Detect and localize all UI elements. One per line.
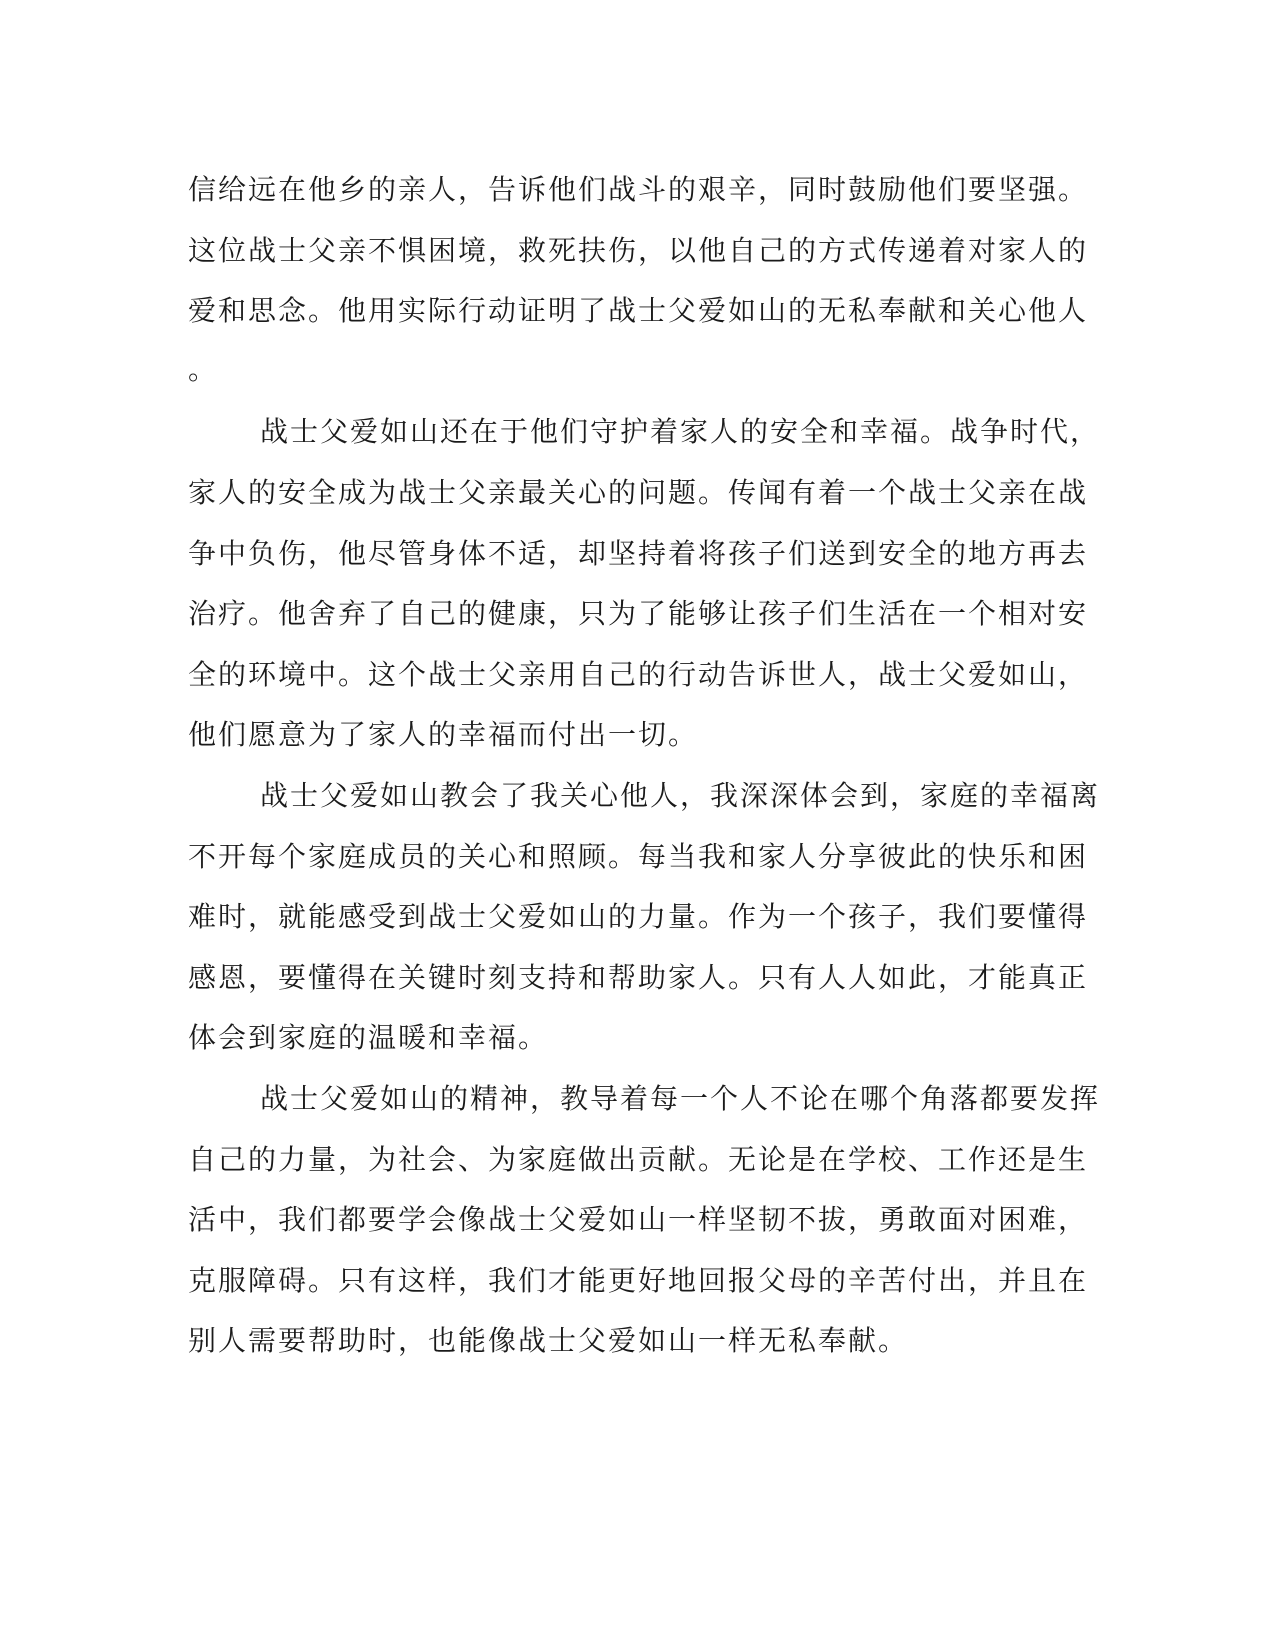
text-line: 。: [188, 352, 219, 386]
text-line: 体会到家庭的温暖和幸福。: [188, 1021, 549, 1055]
paragraph-2: [188, 402, 1101, 766]
text-line: 爱和思念。他用实际行动证明了战士父爱如山的无私奉献和关心他人: [188, 294, 1089, 328]
text-line: 这位战士父亲不惧困境，救死扶伤，以他自己的方式传递着对家人的: [188, 233, 1089, 267]
text-line: 家人的安全成为战士父亲最关心的问题。传闻有着一个战士父亲在战: [188, 475, 1089, 509]
paragraph-3: [188, 766, 1101, 1069]
text-line: 活中，我们都要学会像战士父爱如山一样坚韧不拔，勇敢面对困难，: [188, 1203, 1089, 1237]
text-line: 战士父爱如山还在于他们守护着家人的安全和幸福。战争时代，: [260, 415, 1101, 449]
text-line: 他们愿意为了家人的幸福而付出一切。: [188, 718, 699, 752]
text-line: 别人需要帮助时，也能像战士父爱如山一样无私奉献。: [188, 1324, 909, 1358]
text-line: 治疗。他舍弃了自己的健康，只为了能够让孩子们生活在一个相对安: [188, 597, 1089, 631]
text-line: 全的环境中。这个战士父亲用自己的行动告诉世人，战士父爱如山，: [188, 657, 1089, 691]
text-line: 克服障碍。只有这样，我们才能更好地回报父母的辛苦付出，并且在: [188, 1263, 1089, 1297]
body-text: [188, 160, 1101, 1372]
text-line: 争中负伤，他尽管身体不适，却坚持着将孩子们送到安全的地方再去: [188, 536, 1089, 570]
text-line: 感恩，要懂得在关键时刻支持和帮助家人。只有人人如此，才能真正: [188, 960, 1089, 994]
text-line: 难时，就能感受到战士父爱如山的力量。作为一个孩子，我们要懂得: [188, 900, 1089, 934]
text-line: 信给远在他乡的亲人，告诉他们战斗的艰辛，同时鼓励他们要坚强。: [188, 173, 1089, 206]
paragraph-1: [188, 160, 1088, 402]
text-line: 自己的力量，为社会、为家庭做出贡献。无论是在学校、工作还是生: [188, 1142, 1089, 1176]
text-line: 战士父爱如山教会了我关心他人，我深深体会到，家庭的幸福离: [260, 778, 1101, 812]
paragraph-4: [188, 1069, 1101, 1372]
text-line: 不开每个家庭成员的关心和照顾。每当我和家人分享彼此的快乐和困: [188, 839, 1089, 873]
text-line: 战士父爱如山的精神，教导着每一个人不论在哪个角落都要发挥: [260, 1081, 1101, 1115]
